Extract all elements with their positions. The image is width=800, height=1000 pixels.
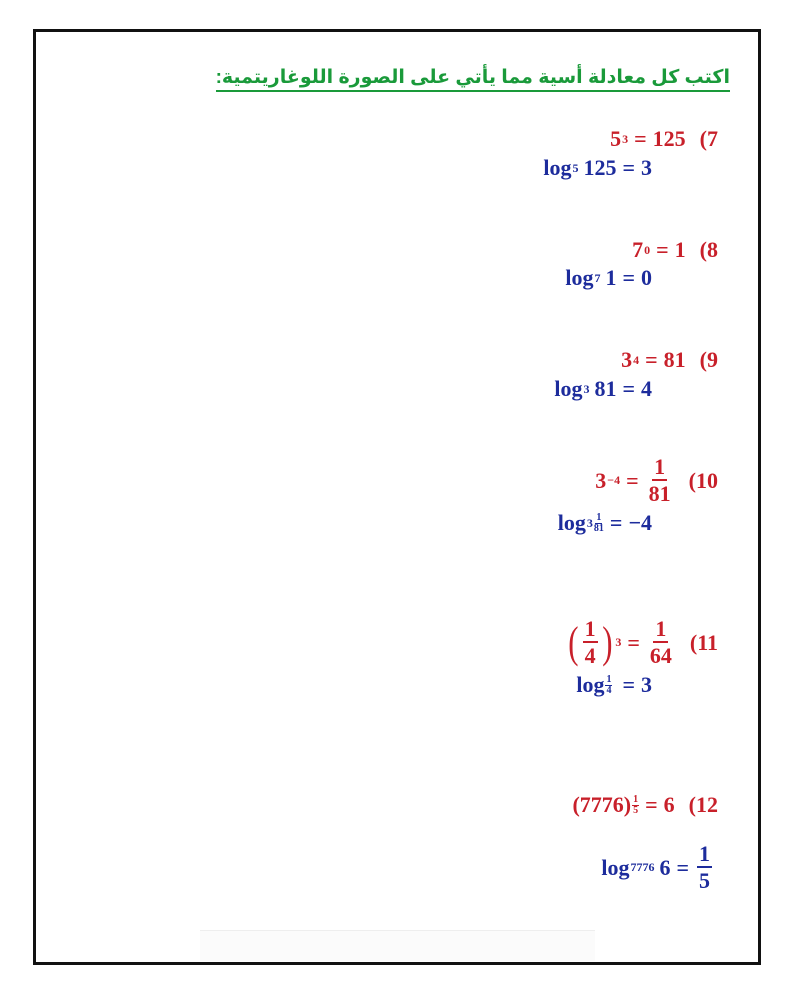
page-title: اكتب كل معادلة أسية مما يأتي على الصورة اللوغاريتمية: — [216, 66, 730, 92]
base: 5 — [610, 126, 622, 151]
problem-number: (11 — [689, 629, 718, 655]
rhs: 125 — [652, 126, 686, 151]
problem-12-exponential: (7776) $\frac{1}{5}$ = 6 (12 — [572, 792, 718, 817]
problem-number: (9 — [699, 347, 718, 372]
log-result-fraction: $\frac{1}{5}$ — [699, 841, 710, 893]
problem-number: (8 — [699, 237, 718, 262]
log-argument-fraction: $\frac{1}{81}$ — [593, 511, 604, 534]
problem-10-logarithmic: log 3 $\frac{1}{81}$ = −4 — [557, 510, 652, 535]
problem-9-logarithmic: log 3 81 = 4 — [554, 376, 652, 401]
problem-8-logarithmic: log 7 1 = 0 — [565, 265, 652, 290]
log-base: 5 — [572, 160, 579, 175]
rhs-fraction: $\frac{1}{81}$ — [648, 454, 671, 506]
problem-number: (7 — [699, 126, 718, 151]
problem-number: (12 — [688, 792, 718, 817]
problem-8-exponential: 7 0 = 1 (8 — [632, 237, 718, 262]
base-fraction: $\frac{1}{4}$ — [584, 616, 596, 668]
problem-7-logarithmic: log 5 125 = 3 — [543, 155, 652, 180]
exponent: 3 — [622, 131, 629, 146]
problem-11-logarithmic: log $\frac{1}{4}$ = 3 — [576, 672, 652, 697]
problem-10-exponential: 3 −4 = $\frac{1}{81}$ (10 — [595, 454, 718, 506]
problem-7-exponential: 5 3 = 125 (7 — [610, 126, 718, 151]
exponent-fraction: $\frac{1}{5}$ — [633, 793, 639, 816]
problem-9-exponential: 3 4 = 81 (9 — [621, 347, 718, 372]
bottom-blank-strip — [200, 930, 595, 961]
problem-number: (10 — [688, 467, 718, 493]
rhs-fraction: $\frac{1}{64}$ — [649, 616, 672, 668]
log-base-fraction: $\frac{1}{4}$ — [606, 673, 612, 696]
problem-12-logarithmic: log 7776 6 = $\frac{1}{5}$ — [601, 841, 710, 893]
problem-11-exponential: ( $\frac{1}{4}$ ) 3 = $\frac{1}{64}$ (11 — [568, 616, 718, 668]
